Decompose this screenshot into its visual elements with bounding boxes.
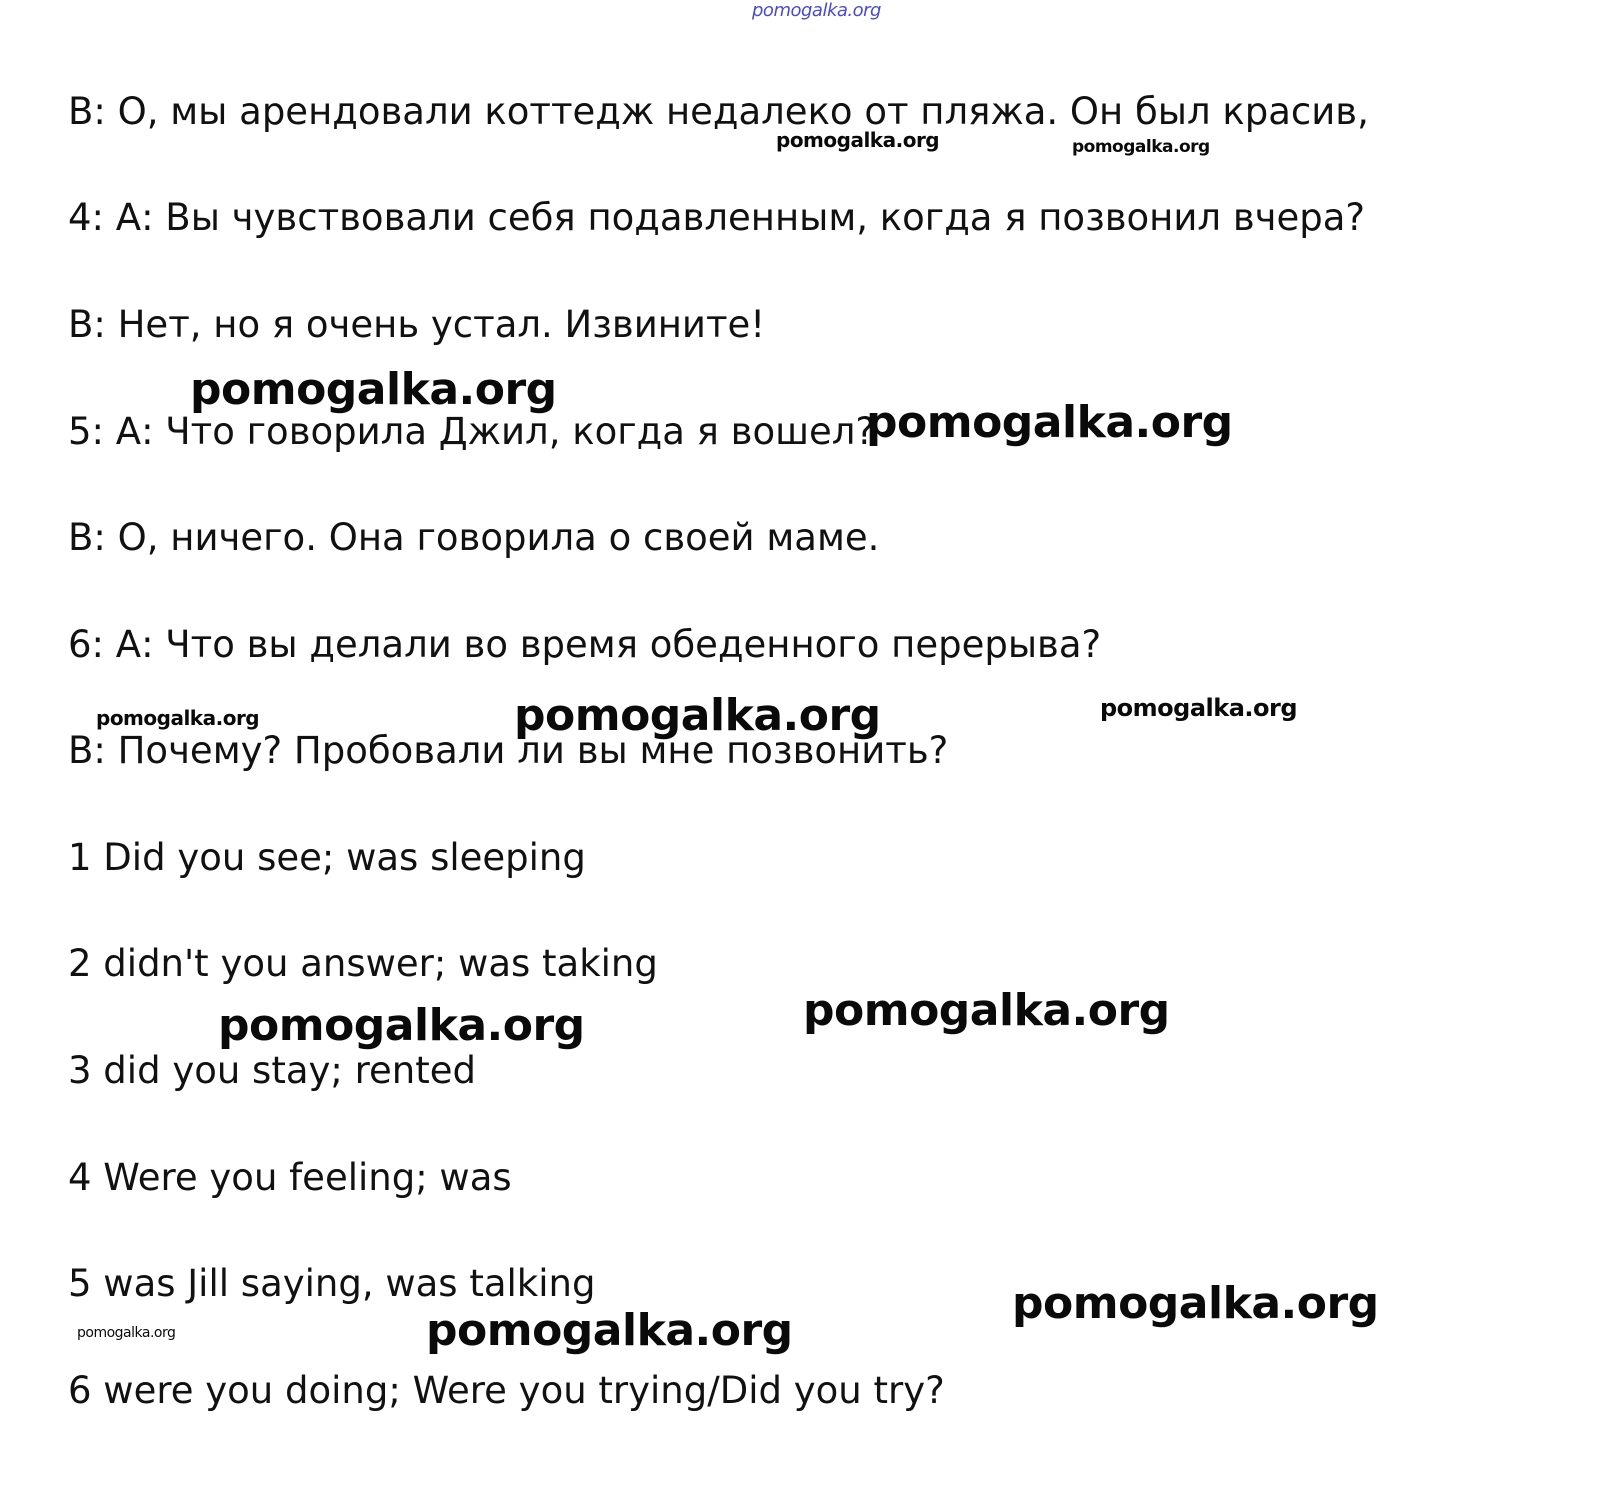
watermark: pomogalka.org	[1100, 694, 1298, 722]
text-line-13: 6 were you doing; Were you trying/Did you try?	[68, 1369, 945, 1412]
watermark: pomogalka.org	[866, 397, 1233, 448]
watermark: pomogalka.org	[514, 690, 881, 741]
watermark: pomogalka.org	[426, 1305, 793, 1356]
text-line-10: 3 did you stay; rented	[68, 1049, 477, 1092]
watermark: pomogalka.org	[1072, 137, 1210, 157]
text-line-12: 5 was Jill saying, was talking	[68, 1262, 596, 1305]
text-line-8: 1 Did you see; was sleeping	[68, 836, 586, 879]
text-line-9: 2 didn't you answer; was taking	[68, 942, 658, 985]
watermark: pomogalka.org	[803, 985, 1170, 1036]
watermark: pomogalka.org	[218, 1000, 585, 1051]
watermark-top: pomogalka.org	[752, 0, 881, 21]
watermark: pomogalka.org	[190, 364, 557, 415]
text-line-6: 6: А: Что вы делали во время обеденного перерыва?	[68, 623, 1102, 666]
text-line-2: 4: А: Вы чувствовали себя подавленным, когда я позвонил вчера?	[68, 196, 1366, 239]
watermark: pomogalka.org	[77, 1325, 176, 1341]
text-line-1: B: О, мы арендовали коттедж недалеко от пляжа. Он был красив,	[68, 90, 1369, 133]
text-line-4: 5: А: Что говорила Джил, когда я вошел?	[68, 410, 876, 453]
text-line-3: B: Нет, но я очень устал. Извините!	[68, 303, 766, 346]
text-line-7: B: Почему? Пробовали ли вы мне позвонить?	[68, 729, 949, 772]
watermark: pomogalka.org	[776, 128, 940, 152]
watermark: pomogalka.org	[1012, 1278, 1379, 1329]
text-line-5: B: О, ничего. Она говорила о своей маме.	[68, 516, 880, 559]
text-line-11: 4 Were you feeling; was	[68, 1156, 512, 1199]
watermark: pomogalka.org	[96, 706, 260, 730]
